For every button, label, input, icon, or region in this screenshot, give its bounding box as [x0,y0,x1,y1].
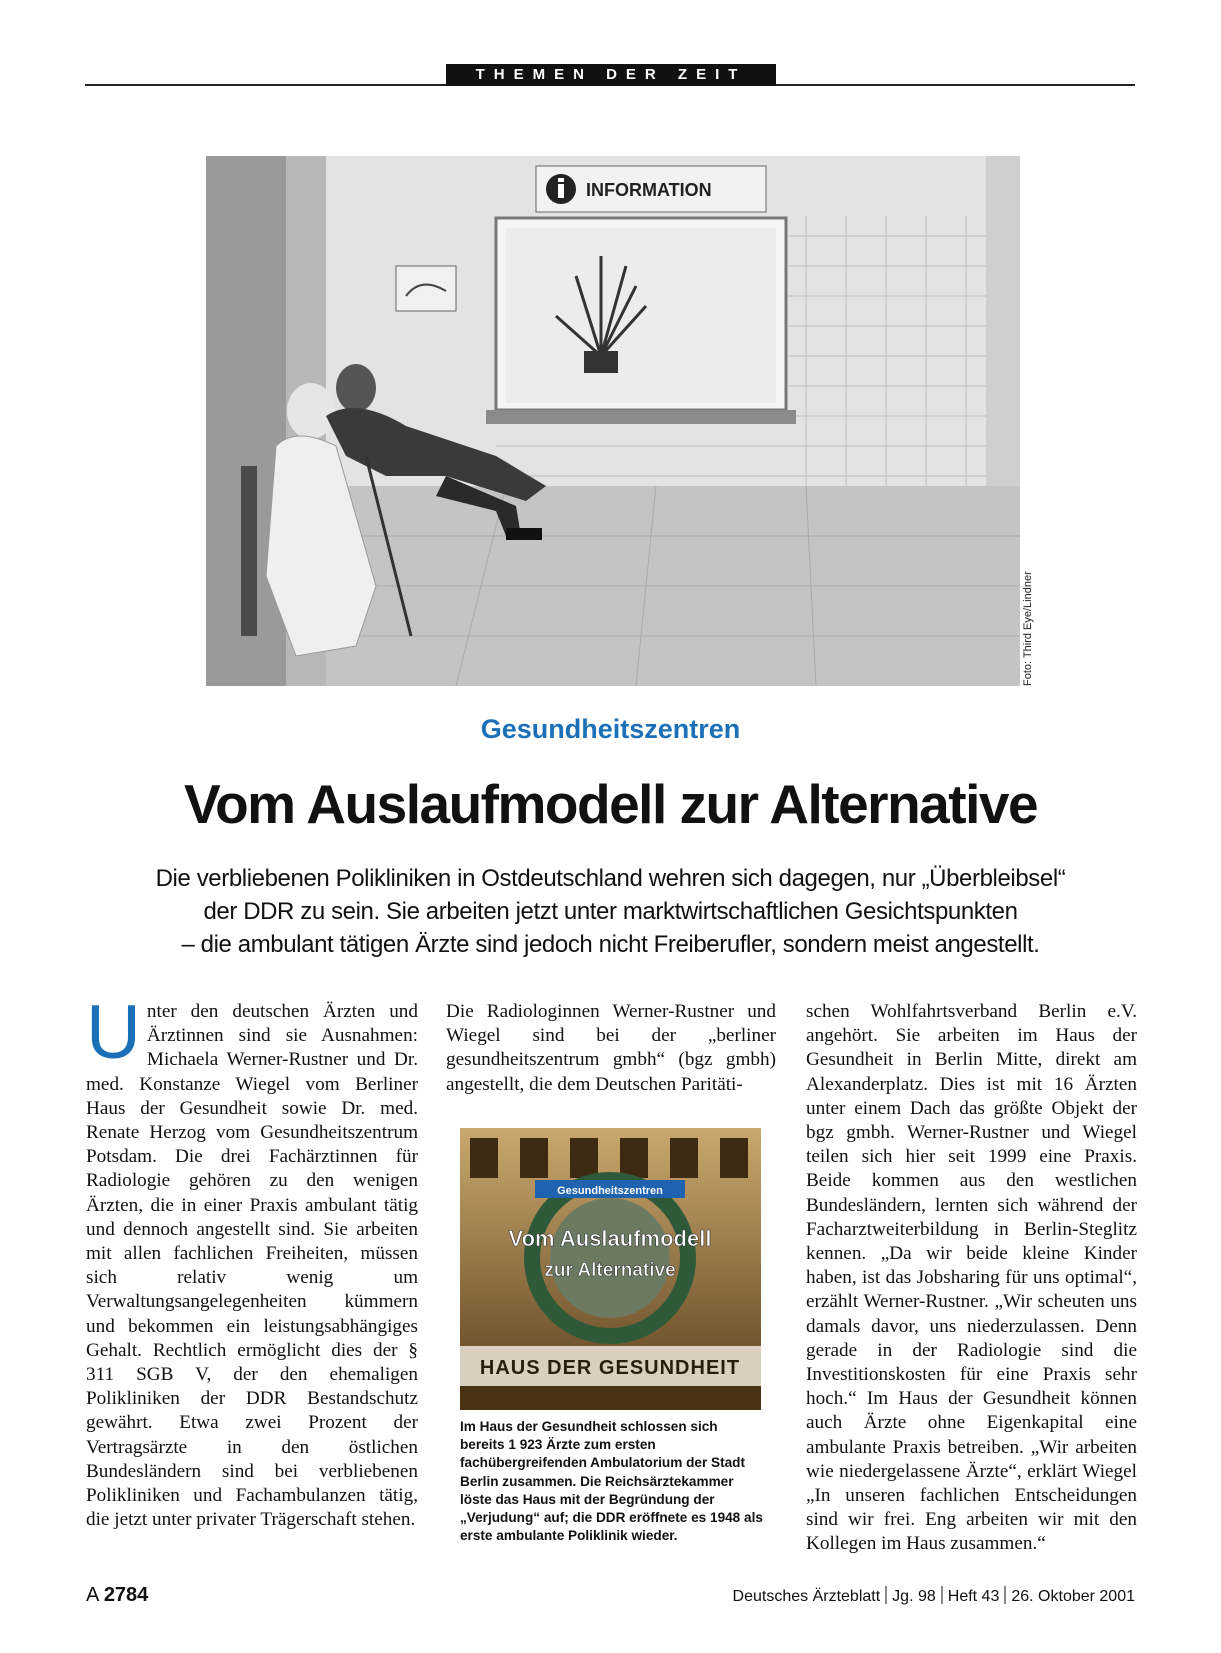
inset-title-2: zur Alternative [544,1260,676,1281]
journal-name: Deutsches Ärzteblatt [732,1588,881,1605]
inset-title-1: Vom Auslaufmodell [508,1226,712,1251]
inset-banner: Gesundheitszentren [557,1185,663,1197]
body-text: schen Wohlfahrtsverband Berlin e.V. angehört. Sie arbeiten im Haus der Gesundheit in Berlin Mitte, direkt am Alexanderplatz. Dies ist mit 16 Ärzten unter einem Dach das größte Objekt der bgz gmbh. Werner-Rustner und Wiegel teilen sich hier seit 1999 eine Praxis. Beide kommen aus den westlichen Bundesländern, lernten sich während der Facharztweiterbildung in Berlin-Steglitz kennen. „Da wir beide kleine Kinder haben, ist das Jobsharing für uns optimal“, erzählt Werner-Rustner. „Wir scheuten uns damals davor, uns niederzulassen. Denn gerade in der Radiologie sind die Investitionskosten für eine Praxis sehr hoch.“ Im Haus der Gesundheit können auch Ärzte ohne Eigenkapital eine ambulante Praxis betreiben. „Wir arbeiten wie niedergelassene Ärzte“, erklärt Wiegel „In unseren fachlichen Entscheidungen sind wir frei. Eng arbeiten wir mit den Kollegen im Haus zusammen.“ [806,1001,1137,1555]
separator [1004,1586,1006,1604]
article-headline: Vom Auslaufmodell zur Alternative [183,773,1038,835]
journal-issue: Heft 43 [947,1588,1000,1605]
deck-line: Die verbliebenen Polikliniken in Ostdeutschland wehren sich dagegen, nur „Überbleibsel“ [155,865,1066,892]
drop-cap: U [86,990,141,1075]
inset-building-text: HAUS DER GESUNDHEIT [479,1357,741,1379]
body-column-2 [446,1000,776,1097]
deck-line: – die ambulant tätigen Ärzte sind jedoch nicht Freiberufler, sondern meist angestellt. [181,931,1040,958]
separator [941,1586,943,1604]
page-folio [86,1584,148,1607]
folio-prefix: A [86,1584,99,1606]
body-text: nter den deutschen Ärzten und Ärztinnen sind sie Ausnahmen: Michaela Werner-Rustner und Dr. med. Konstanze Wiegel vom Berliner Haus der Gesundheit sowie Dr. med. Renate Herzog vom Gesundheitszentrum Potsdam. Die drei Fachärztinnen für Radiologie gehören zu den wenigen Ärzten, die in einer Praxis ambulant tätig und dennoch angestellt sind. Sie arbeiten mit allen fachlichen Freiheiten, müssen sich relativ wenig um Verwaltungsangelegenheiten kümmern und bekommen ein leistungsabhängiges Gehalt. Rechtlich ermöglicht dies der § 311 SGB V, der den ehemaligen Polikliniken der DDR Bestandschutz gewährt. Etwa zwei Prozent der Vertragsärzte in den östlichen Bundesländern sind bei verbliebenen Polikliniken und Fachambulanzen tätig, die jetzt unter privater Trägerschaft stehen. [86,1001,418,1531]
journal-volume: Jg. 98 [892,1588,936,1605]
inset-photo [460,1128,761,1410]
inset-caption: Im Haus der Gesundheit schlossen sich bereits 1 923 Ärzte zum ersten fachübergreifenden Ambulatorium der Stadt Berlin zusammen. Die Reichsärztekammer löste das Haus mit der Begründung der „Verjudung“ auf; die DDR eröffnete es 1948 als erste ambulante Poliklinik wieder. [460,1419,763,1544]
journal-date: 26. Oktober 2001 [1011,1588,1135,1605]
body-text: Die Radiologinnen Werner-Rustner und Wiegel sind bei der „berliner gesundheitszentrum gmbh“ (bgz gmbh) angestellt, die dem Deutschen Paritäti- [446,1001,776,1095]
journal-info [733,1586,1135,1606]
information-sign: INFORMATION [586,180,712,200]
body-column-3 [806,1000,1137,1557]
article-deck [100,862,1121,961]
page-number: 2784 [103,1584,149,1606]
deck-line: der DDR zu sein. Sie arbeiten jetzt unter marktwirtschaftlichen Gesichtspunkten [203,898,1018,925]
photo-credit: Foto: Third Eye/Lindner [1022,571,1034,686]
main-photo [206,156,1020,686]
body-column-1 [86,990,418,1532]
article-kicker: Gesundheitszentren [480,714,741,744]
separator [885,1586,887,1604]
section-label: THEMEN DER ZEIT [446,64,776,86]
